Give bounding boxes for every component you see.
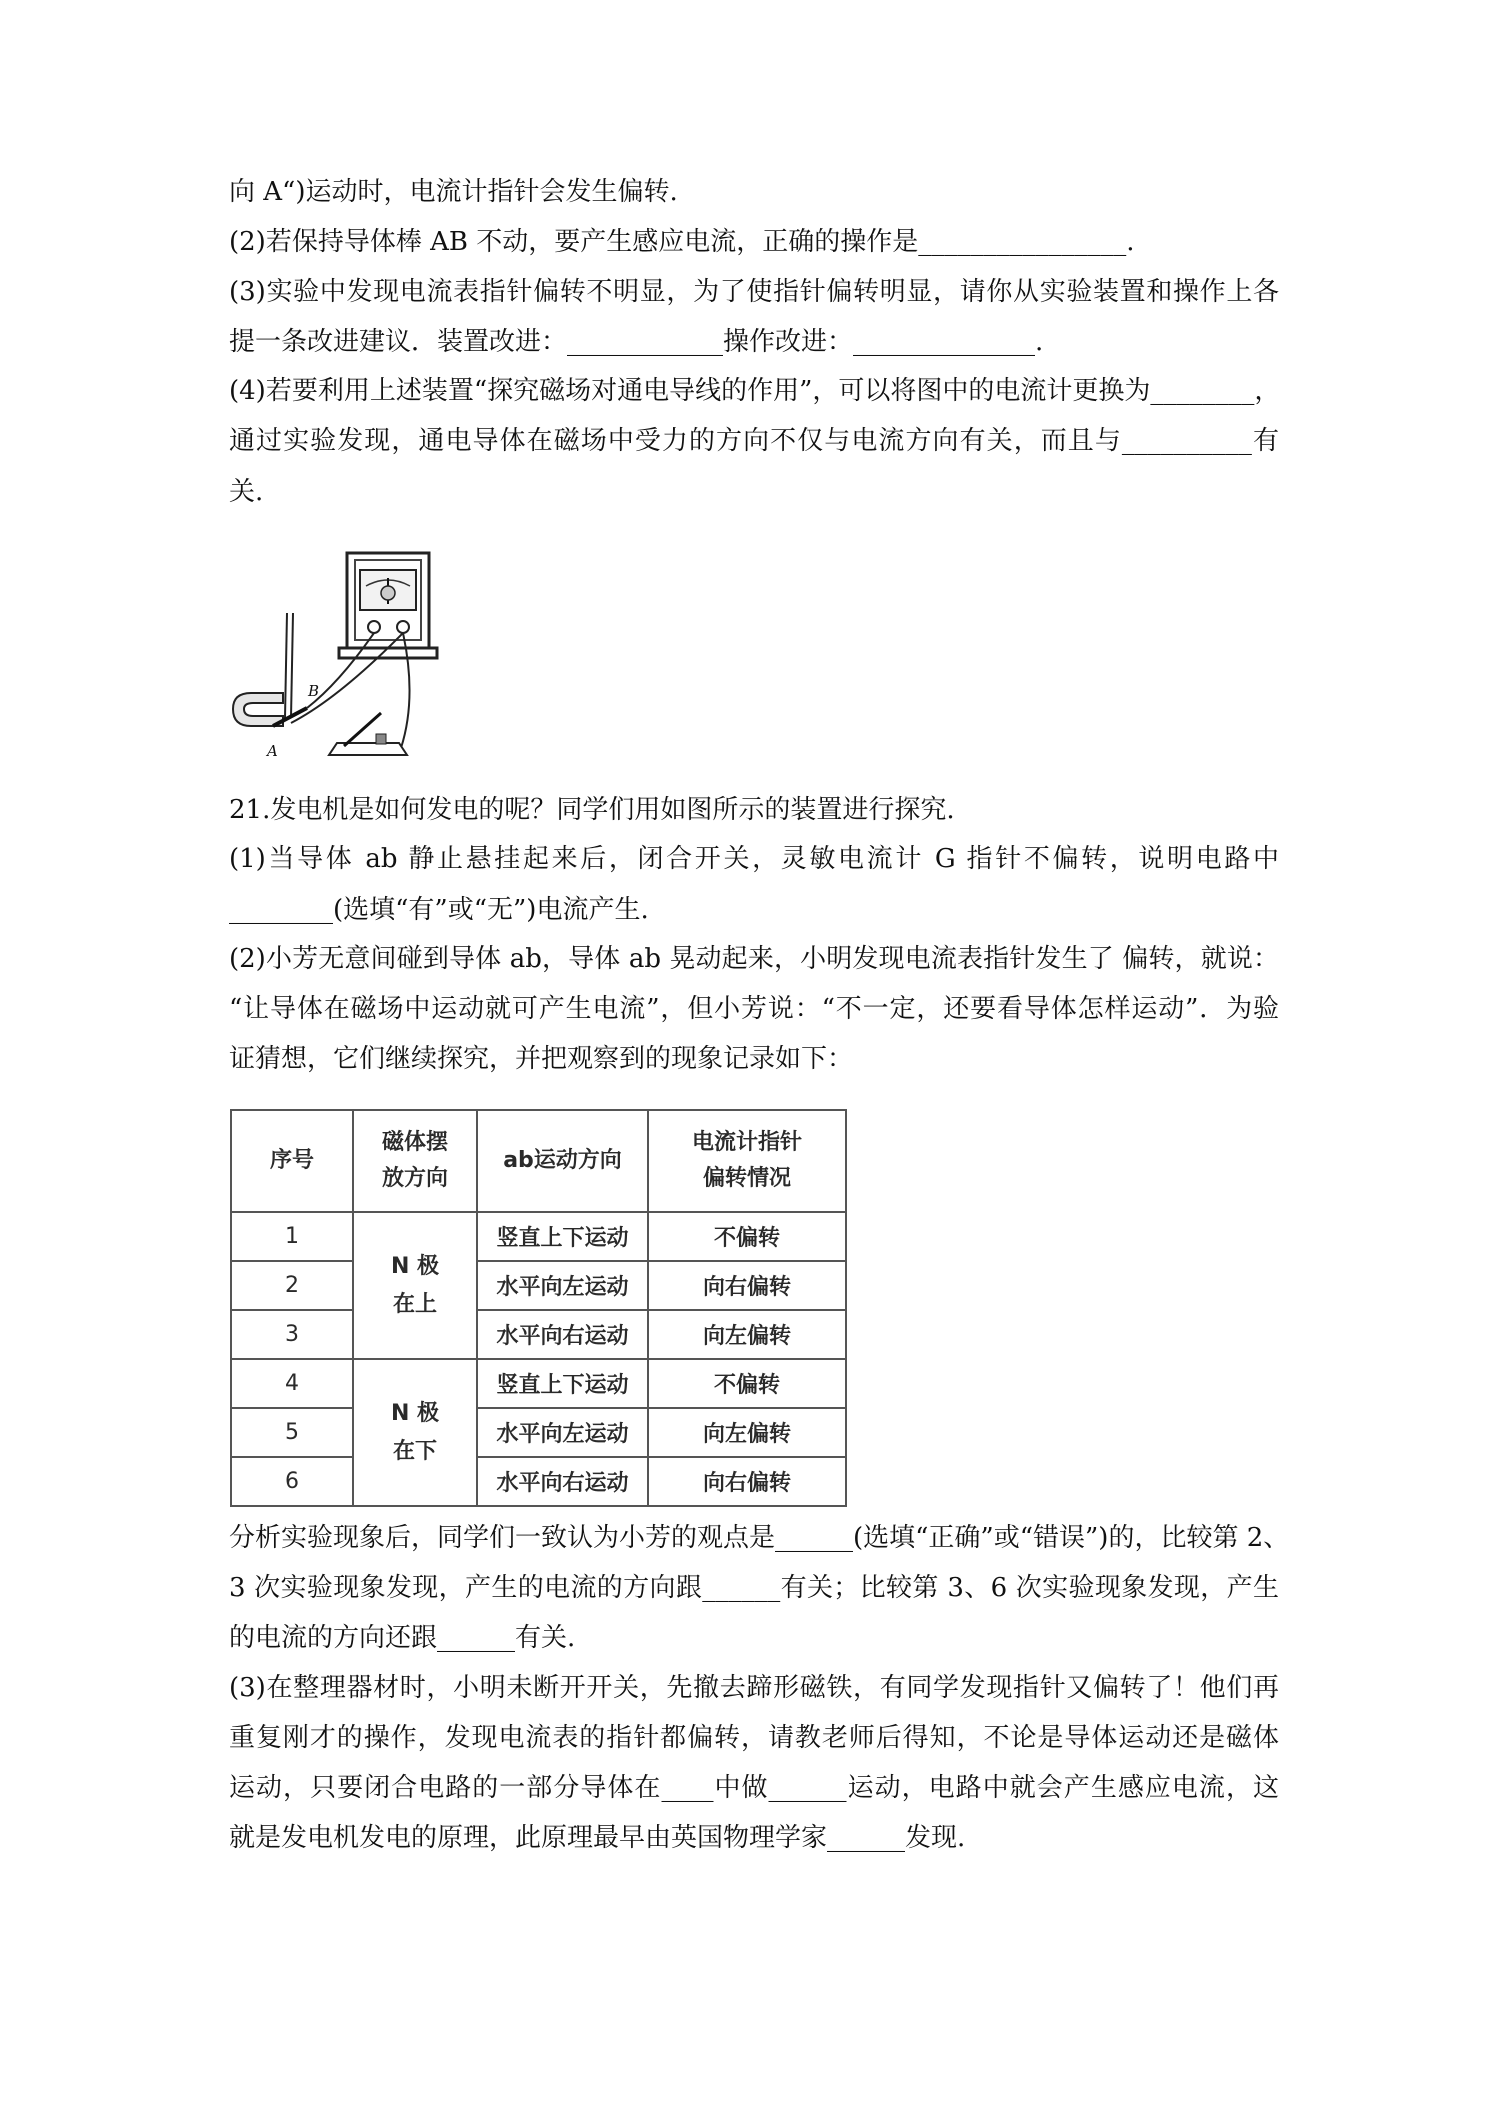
q20-part3-line1: (3)实验中发现电流表指针偏转不明显，为了使指针偏转明显，请你从实验装置和操作上各 (229, 277, 1279, 307)
cell-no: 5 (231, 1408, 353, 1457)
q21-part2-line3: 证猜想，它们继续探究，并把观察到的现象记录如下： (229, 1044, 854, 1074)
cell-motion: 竖直上下运动 (477, 1359, 648, 1408)
cell-no: 2 (231, 1261, 353, 1310)
cell-deflection: 不偏转 (648, 1212, 846, 1261)
cell-no: 3 (231, 1310, 353, 1359)
header-cell-motion: ab运动方向 (477, 1110, 648, 1212)
q21-part3-line4: 就是发电机发电的原理，此原理最早由英国物理学家______发现. (229, 1823, 966, 1853)
observation-table (230, 1109, 847, 1507)
q21-analysis-line2: 3 次实验现象发现，产生的电流的方向跟______有关；比较第 3、6 次实验现象发现，产生 (229, 1573, 1279, 1603)
q21-part3-line3: 运动，只要闭合电路的一部分导体在____中做______运动，电路中就会产生感应电流，这 (229, 1773, 1279, 1803)
cell-motion: 水平向右运动 (477, 1457, 648, 1506)
q20-part4-line3: 关. (229, 477, 264, 507)
label-b: B (308, 682, 320, 700)
cell-deflection: 不偏转 (648, 1359, 846, 1408)
cell-motion: 竖直上下运动 (477, 1212, 648, 1261)
cell-motion: 水平向左运动 (477, 1408, 648, 1457)
cell-deflection: 向右偏转 (648, 1457, 846, 1506)
conductor-wire-left (285, 613, 287, 718)
table-row (231, 1261, 846, 1310)
q21-part1-line2: ________(选填“有”或“无”)电流产生. (229, 895, 649, 925)
switch-base (329, 743, 407, 755)
cell-no: 4 (231, 1359, 353, 1408)
q21-part2-line1: (2)小芳无意间碰到导体 ab，导体 ab 晃动起来，小明发现电流表指针发生了 偏转，就说： (229, 944, 1279, 974)
terminal-right (397, 621, 409, 633)
table-header-row (231, 1110, 846, 1212)
q21-analysis-line3: 的电流的方向还跟______有关. (229, 1623, 576, 1653)
header-cell-deflection: 电流计指针 偏转情况 (648, 1110, 846, 1212)
q21-part3-line1: (3)在整理器材时，小明未断开开关，先撤去蹄形磁铁，有同学发现指针又偏转了！他们再 (229, 1673, 1279, 1703)
q21-intro: 21.发电机是如何发电的呢？同学们用如图所示的装置进行探究. (229, 795, 955, 825)
table-row (231, 1457, 846, 1506)
q20-part2: (2)若保持导体棒 AB 不动，要产生感应电流，正确的操作是________________. (229, 227, 1135, 257)
table-row (231, 1310, 846, 1359)
q21-part1-line1: (1)当导体 ab 静止悬挂起来后，闭合开关，灵敏电流计 G 指针不偏转，说明电路中 (229, 844, 1279, 874)
table-row (231, 1359, 846, 1408)
q20-part4-line1: (4)若要利用上述装置“探究磁场对通电导线的作用”，可以将图中的电流计更换为________， (229, 376, 1281, 406)
table-row (231, 1212, 846, 1261)
cell-no: 6 (231, 1457, 353, 1506)
cell-magnet-group-1: N 极 在上 (353, 1212, 477, 1359)
cell-deflection: 向左偏转 (648, 1310, 846, 1359)
horseshoe-magnet (233, 693, 283, 726)
cell-deflection: 向左偏转 (648, 1408, 846, 1457)
experiment-apparatus-figure (229, 548, 439, 763)
terminal-left (368, 621, 380, 633)
q20-text-line: 向 A“)运动时，电流计指针会发生偏转. (229, 177, 678, 207)
q20-part4-line2: 通过实验发现，通电导体在磁场中受力的方向不仅与电流方向有关，而且与__________有 (229, 426, 1279, 456)
q20-part3-line2: 提一条改进建议．装置改进：____________操作改进：______________. (229, 327, 1044, 357)
q21-part3-line2: 重复刚才的操作，发现电流表的指针都偏转，请教老师后得知，不论是导体运动还是磁体 (229, 1723, 1279, 1753)
q21-part2-line2: “让导体在磁场中运动就可产生电流”，但小芳说：“不一定，还要看导体怎样运动”．为验 (229, 994, 1279, 1024)
cell-motion: 水平向左运动 (477, 1261, 648, 1310)
q21-analysis-line1: 分析实验现象后，同学们一致认为小芳的观点是______(选填“正确”或“错误”)的，比较第 2、 (229, 1523, 1290, 1553)
cell-magnet-group-2: N 极 在下 (353, 1359, 477, 1506)
header-cell-magnet: 磁体摆 放方向 (353, 1110, 477, 1212)
header-cell-no: 序号 (231, 1110, 353, 1212)
label-a: A (267, 742, 278, 760)
cell-no: 1 (231, 1212, 353, 1261)
table-row (231, 1408, 846, 1457)
switch-lever (344, 713, 381, 746)
cell-motion: 水平向右运动 (477, 1310, 648, 1359)
cell-deflection: 向右偏转 (648, 1261, 846, 1310)
